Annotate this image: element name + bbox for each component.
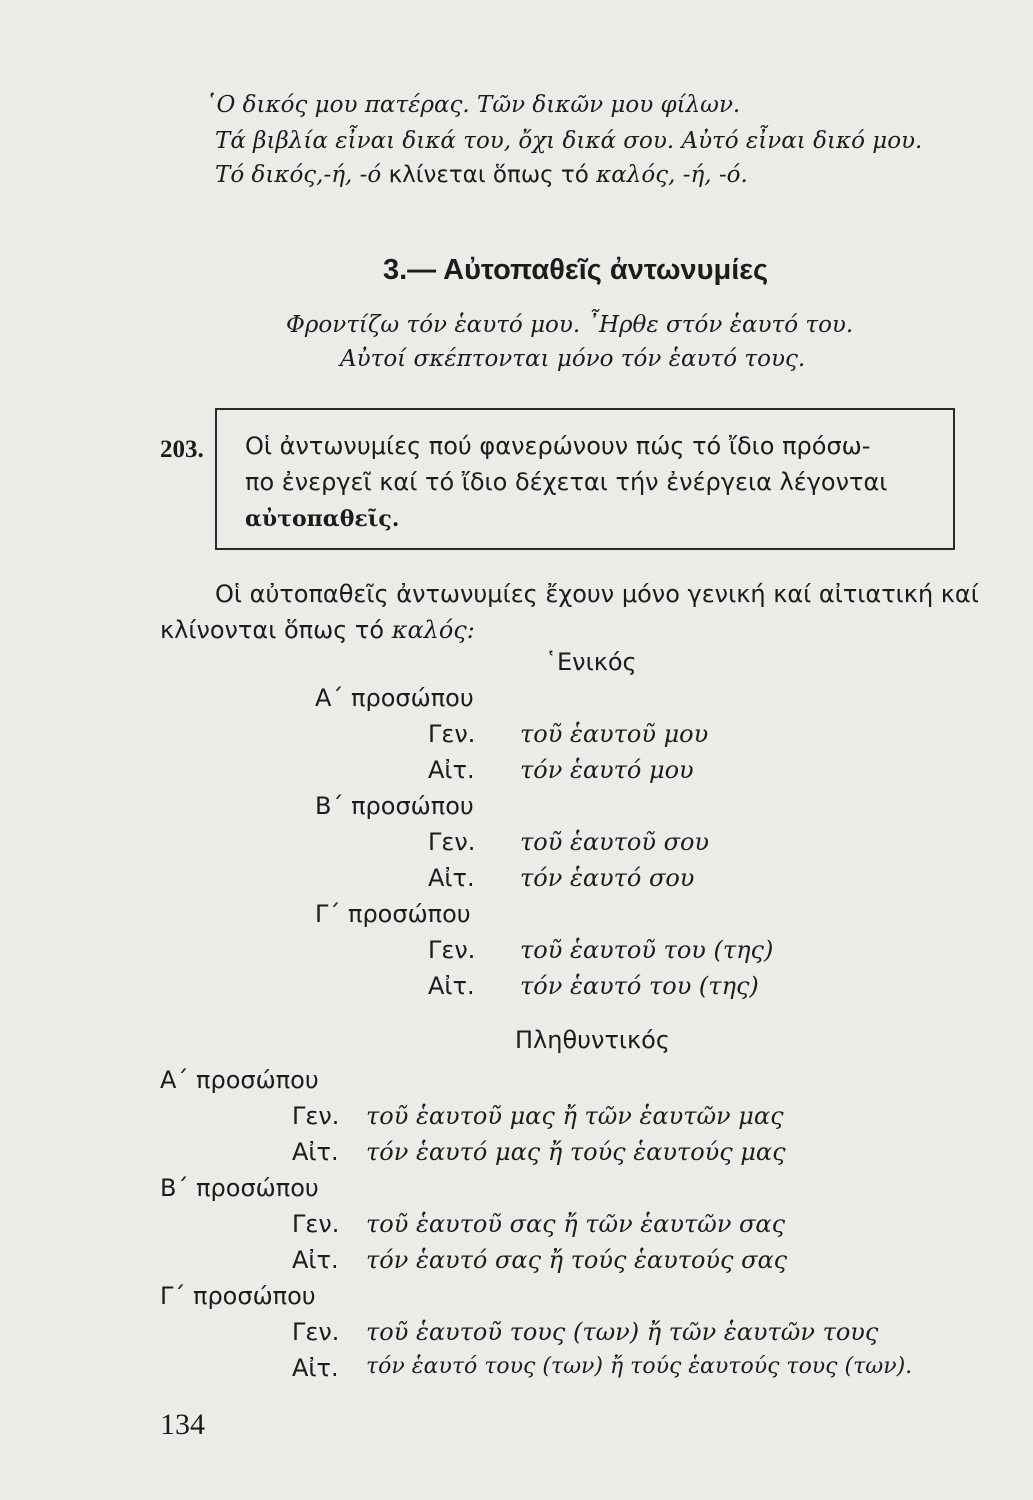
pl-gen-label-2: Γεν.: [292, 1210, 340, 1238]
sg-acc-form-2: τόν ἑαυτό σου: [520, 864, 695, 892]
sg-gen-label-2: Γεν.: [428, 828, 476, 856]
rule-term: αὐτοπαθεῖς.: [245, 506, 400, 532]
plural-title: Πληθυντικός: [515, 1026, 670, 1054]
para-line-2: [160, 616, 475, 644]
pl-gen-label-1: Γεν.: [292, 1102, 340, 1130]
pl-acc-form-3: τόν ἑαυτό τους (των) ἤ τούς ἑαυτούς τους (των).: [366, 1354, 913, 1379]
pl-acc-form-2: τόν ἑαυτό σας ἤ τούς ἑαυτούς σας: [366, 1246, 788, 1274]
example-line-2: Αὐτοί σκέπτονται μόνο τόν ἑαυτό τους.: [340, 346, 806, 372]
intro-line-3-italic-a: Τό δικός,-ή, -ό: [215, 162, 382, 188]
page-number: 134: [160, 1408, 205, 1441]
sg-person-3: Γ΄ προσώπου: [315, 900, 471, 928]
sg-gen-label-3: Γεν.: [428, 936, 476, 964]
rule-line-2: πο ἐνεργεῖ καί τό ἴδιο δέχεται τήν ἐνέργεια λέγονται: [245, 468, 888, 496]
example-line-1: Φροντίζω τόν ἑαυτό μου. ῏Ηρθε στόν ἑαυτό του.: [286, 312, 854, 338]
intro-line-3-italic-b: καλός, -ή, -ό.: [596, 162, 748, 188]
sg-acc-form-1: τόν ἑαυτό μου: [520, 756, 694, 784]
sg-gen-label-1: Γεν.: [428, 720, 476, 748]
rule-line-1: Οἱ ἀντωνυμίες πού φανερώνουν πώς τό ἴδιο πρόσω-: [245, 432, 871, 460]
sg-acc-form-3: τόν ἑαυτό του (της): [520, 972, 759, 1000]
intro-line-3: [215, 162, 748, 188]
pl-gen-form-1: τοῦ ἑαυτοῦ μας ἤ τῶν ἑαυτῶν μας: [366, 1102, 784, 1130]
rule-number: 203.: [160, 436, 204, 463]
pl-person-3: Γ΄ προσώπου: [160, 1282, 316, 1310]
para-line-2-italic: καλός:: [391, 616, 475, 644]
pl-person-2: Β΄ προσώπου: [160, 1174, 319, 1202]
intro-line-2: Τά βιβλία εἶναι δικά του, ὄχι δικά σου. Αὐτό εἶναι δικό μου.: [215, 128, 923, 154]
sg-gen-form-1: τοῦ ἑαυτοῦ μου: [520, 720, 709, 748]
sg-acc-label-3: Αἰτ.: [428, 972, 475, 1000]
intro-line-1: ῾Ο δικός μου πατέρας. Τῶν δικῶν μου φίλων.: [205, 92, 741, 118]
intro-line-3-plain: κλίνεται ὅπως τό: [381, 162, 597, 188]
pl-gen-form-2: τοῦ ἑαυτοῦ σας ἤ τῶν ἑαυτῶν σας: [366, 1210, 786, 1238]
pl-acc-label-1: Αἰτ.: [292, 1138, 339, 1166]
pl-gen-form-3: τοῦ ἑαυτοῦ τους (των) ἤ τῶν ἑαυτῶν τους: [366, 1318, 879, 1346]
pl-gen-label-3: Γεν.: [292, 1318, 340, 1346]
sg-acc-label-2: Αἰτ.: [428, 864, 475, 892]
sg-gen-form-3: τοῦ ἑαυτοῦ του (της): [520, 936, 774, 964]
pl-acc-label-3: Αἰτ.: [292, 1354, 339, 1382]
sg-gen-form-2: τοῦ ἑαυτοῦ σου: [520, 828, 709, 856]
sg-acc-label-1: Αἰτ.: [428, 756, 475, 784]
pl-acc-label-2: Αἰτ.: [292, 1246, 339, 1274]
para-line-2-plain: κλίνονται ὅπως τό: [160, 616, 392, 644]
sg-person-1: Α΄ προσώπου: [315, 684, 474, 712]
section-heading: 3.— Αὐτοπαθεῖς ἀντωνυμίες: [383, 254, 769, 286]
pl-person-1: Α΄ προσώπου: [160, 1066, 319, 1094]
singular-title: ῾Ενικός: [545, 648, 637, 676]
sg-person-2: Β΄ προσώπου: [315, 792, 474, 820]
para-line-1: Οἱ αὐτοπαθεῖς ἀντωνυμίες ἔχουν μόνο γενική καί αἰτιατική καί: [215, 580, 979, 608]
pl-acc-form-1: τόν ἑαυτό μας ἤ τούς ἑαυτούς μας: [366, 1138, 786, 1166]
